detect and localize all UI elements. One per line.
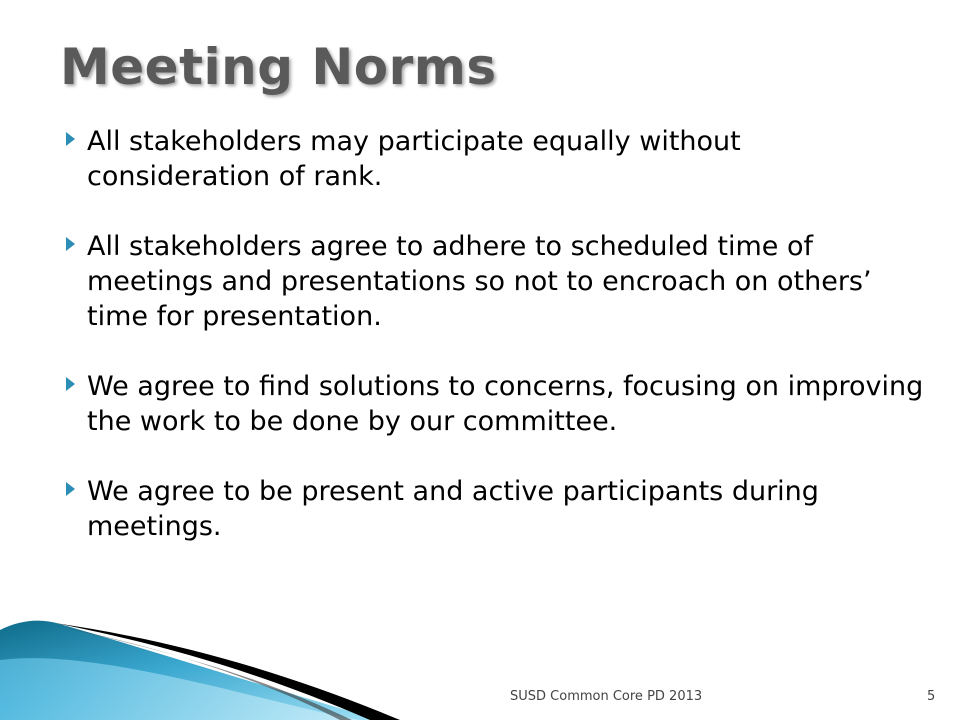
right-triangle-bullet-icon [66, 237, 75, 251]
slide-number: 5 [927, 689, 936, 704]
bullet-list [64, 124, 924, 579]
bullet-item [64, 369, 924, 439]
bullet-text: All stakeholders agree to adhere to scheduled time of meetings and presentations so not to encroach on others’ time for presentation. [87, 231, 872, 332]
bullet-text: We agree to find solutions to concerns, focusing on improving the work to be done by our committee. [87, 371, 924, 437]
bullet-text: We agree to be present and active participants during meetings. [87, 476, 819, 542]
bullet-item [64, 229, 924, 334]
footer-text: SUSD Common Core PD 2013 [510, 689, 703, 704]
bullet-item [64, 474, 924, 544]
right-triangle-bullet-icon [66, 377, 75, 391]
slide-title: Meeting Norms [60, 38, 497, 96]
right-triangle-bullet-icon [66, 482, 75, 496]
wave-decoration [0, 590, 520, 720]
bullet-item [64, 124, 924, 194]
bullet-text: All stakeholders may participate equally without consideration of rank. [87, 126, 741, 192]
right-triangle-bullet-icon [66, 132, 75, 146]
